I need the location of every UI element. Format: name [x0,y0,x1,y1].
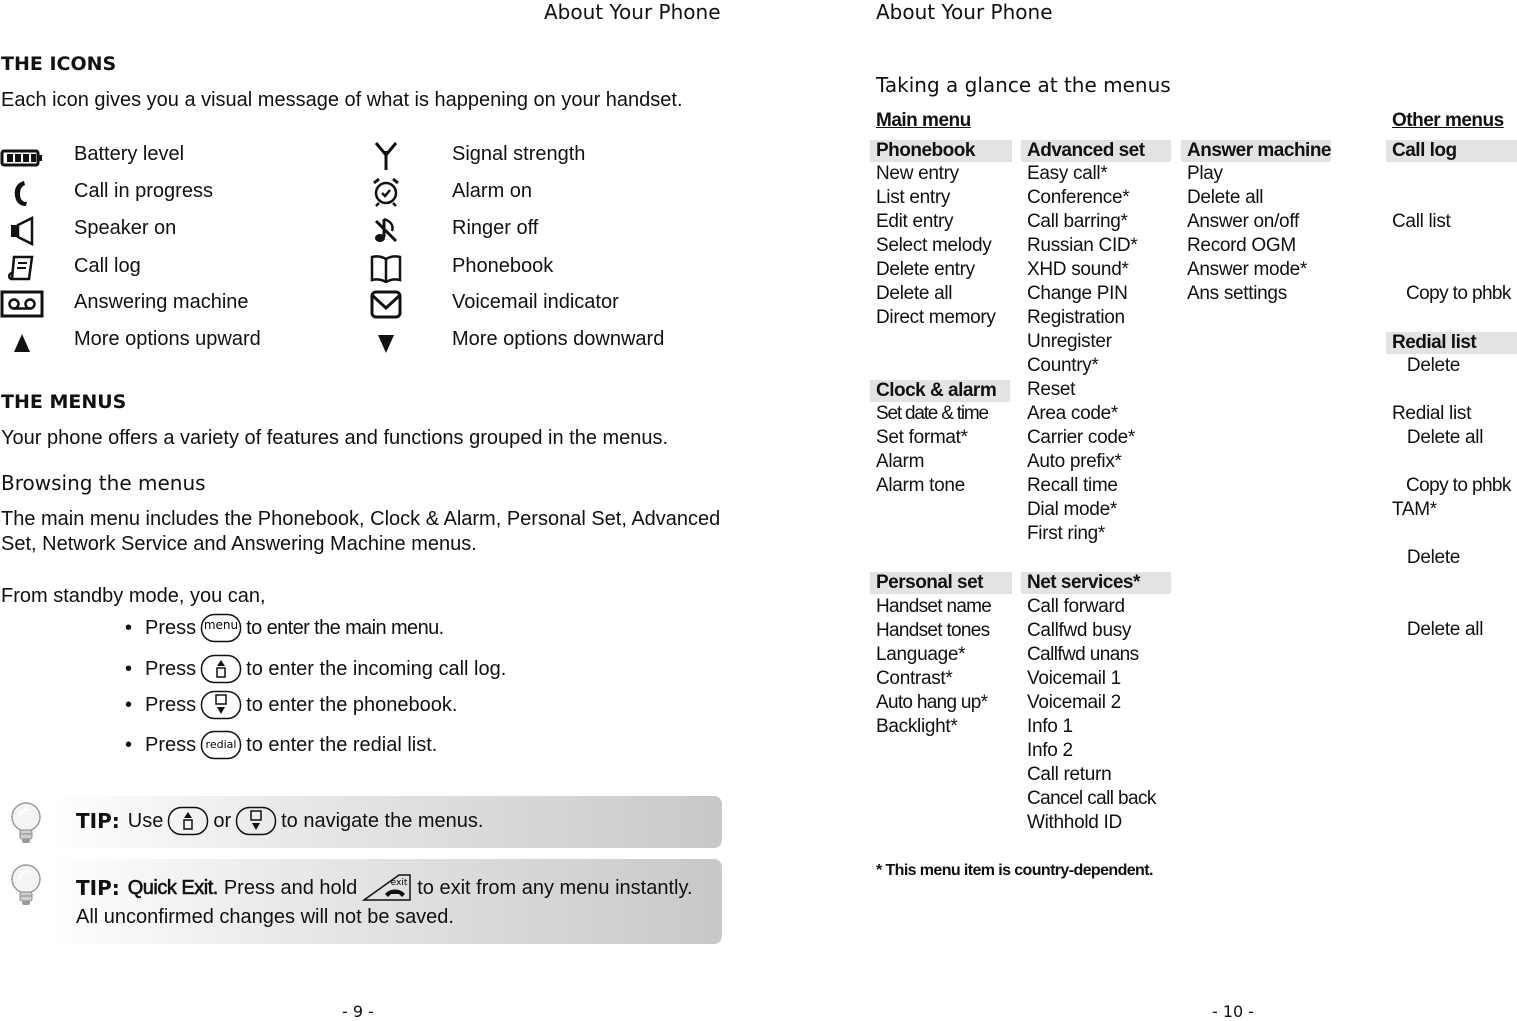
antenna-icon [364,141,408,171]
list-item: Country* [1027,355,1099,376]
list-item: Withhold ID [1027,812,1122,833]
icon-label-alarm: Alarm on [452,180,533,202]
list-item: Handset name [876,596,992,617]
menus-overview-title: Taking a glance at the menus [876,73,1171,97]
list-item: Callfwd unans [1027,644,1139,665]
list-item: Record OGM [1187,235,1296,256]
bullet-redial: • Press redial to enter the redial list. [125,730,437,760]
icons-section-title: THE ICONS [1,53,117,75]
tape-icon [0,289,44,319]
tip-navigate-pre: Use [127,809,164,832]
tip-navigate [76,806,483,836]
menu-category-answer-machine: Answer machine [1181,140,1331,162]
tip-quick-exit [76,873,693,903]
exit-key-label: exit [390,878,408,888]
country-dependent-footnote: * This menu item is country-dependent. [876,862,1153,879]
menu-category-advanced-set: Advanced set [1021,140,1171,162]
bullet-menu-post: to enter the main menu. [246,616,444,639]
icon-label-call: Call in progress [74,180,213,202]
standby-intro: From standby mode, you can, [1,585,266,607]
list-item: Ans settings [1187,283,1287,304]
other-menus-label: Other menus [1392,110,1504,131]
list-item: Call barring* [1027,211,1128,232]
icon-label-battery: Battery level [74,143,185,165]
arrow-up-icon [0,328,44,358]
icon-label-upward: More options upward [74,328,261,350]
list-item: Backlight* [876,716,958,737]
list-item: Recall time [1027,475,1118,496]
arrow-down-icon [364,329,408,359]
list-item: Auto hang up* [876,692,988,713]
list-item: Easy call* [1027,163,1108,184]
list-item: Dial mode* [1027,499,1117,520]
list-item: Contrast* [876,668,953,689]
menus-section-title: THE MENUS [1,391,127,413]
list-item: Alarm tone [876,475,965,496]
list-item: Callfwd busy [1027,620,1132,641]
tip-navigate-label: TIP: [76,809,120,833]
ringer-off-icon [364,215,408,245]
bullet-redial-post: to enter the redial list. [246,733,438,756]
tip-quick-exit-post: to exit from any menu instantly. [417,876,693,899]
list-item: Unregister [1027,331,1112,352]
menus-intro: Your phone offers a variety of features and functions grouped in the menus. [1,427,669,449]
list-item: Call return [1027,764,1112,785]
bullet-phonebook-pre: Press [145,693,197,716]
bullet-menu-pre: Press [145,616,197,639]
list-item: First ring* [1027,523,1105,544]
phonebook-menu-list [876,162,996,330]
bullet-menu: • Press menu to enter the main menu. [125,613,444,643]
envelope-icon [364,289,408,319]
bullet-phonebook: • Press to enter the phonebook. [125,690,457,720]
bullet-call-log-pre: Press [145,657,197,680]
left-page-number: - 9 - [342,1002,374,1021]
list-item: TAM* [1392,499,1437,520]
lightbulb-icon [6,860,46,910]
tip-quick-exit-label: TIP: [76,876,120,900]
list-item: Language* [876,644,966,665]
right-page-header: About Your Phone [876,0,1053,24]
main-menu-label: Main menu [876,110,971,131]
list-item: XHD sound* [1027,259,1129,280]
list-item: Call list [1392,211,1451,232]
advanced-set-menu-list [1027,162,1137,546]
personal-set-menu-list [876,595,991,739]
up-key-icon [200,654,242,684]
tip-quick-exit-title: Quick Exit. [127,876,218,899]
tip-quick-exit-line2: All unconfirmed changes will not be saved. [76,906,454,928]
bullet-phonebook-post: to enter the phonebook. [246,693,458,716]
icon-label-call-log: Call log [74,255,141,277]
battery-icon [0,143,44,173]
redial-list-menu-list [1392,354,1511,666]
speaker-icon [0,216,44,246]
down-key-icon [200,690,242,720]
menu-key-label: menu [203,618,239,632]
icon-label-signal: Signal strength [452,143,586,165]
list-item: Reset [1027,379,1076,400]
down-key-icon [235,806,277,836]
list-item: Redial list [1392,403,1472,424]
list-item: Copy to phbk [1392,283,1511,304]
list-item: Change PIN [1027,283,1128,304]
left-page-header: About Your Phone [544,0,721,24]
alarm-clock-icon [364,177,408,207]
list-item: Direct memory [876,307,996,328]
bullet-call-log-post: to enter the incoming call log. [246,657,507,680]
redial-key-icon [200,730,242,760]
icons-intro: Each icon gives you a visual message of what is happening on your handset. [1,89,683,111]
tip-navigate-post: to navigate the menus. [281,809,484,832]
list-item: Voicemail 2 [1027,692,1121,713]
answer-machine-menu-list [1187,162,1307,306]
menu-category-net-services: Net services* [1021,572,1171,594]
up-key-icon [167,806,209,836]
menu-category-redial-list: Redial list [1386,332,1517,354]
menu-category-call-log: Call log [1386,140,1517,162]
clock-alarm-menu-list [876,402,988,498]
icon-label-answering: Answering machine [74,291,249,313]
list-item: Answer mode* [1187,259,1307,280]
list-item: Delete [1392,355,1461,376]
list-item: Play [1187,163,1223,184]
list-item: List entry [876,187,951,208]
list-item: New entry [876,163,959,184]
list-item: Set format* [876,427,968,448]
menu-category-phonebook: Phonebook [870,140,1012,162]
icon-label-speaker: Speaker on [74,217,177,239]
list-item: Cancel call back [1027,788,1156,809]
list-item: Voicemail 1 [1027,668,1121,689]
book-icon [364,253,408,283]
tip-navigate-mid: or [213,809,232,832]
list-item: Delete all [1187,187,1264,208]
bullet-call-log: • Press to enter the incoming call log. [125,654,506,684]
list-item: Auto prefix* [1027,451,1122,472]
list-item: Delete all [1392,619,1484,640]
list-item: Handset tones [876,620,990,641]
right-page-number: - 10 - [1212,1002,1255,1021]
browsing-paragraph-line2: Set, Network Service and Answering Machine menus. [1,533,477,555]
bullet-redial-pre: Press [145,733,197,756]
list-item: Answer on/off [1187,211,1299,232]
list-item: Delete all [1392,427,1484,448]
list-item: Info 1 [1027,716,1073,737]
icon-label-ringer: Ringer off [452,217,539,239]
exit-key-icon [361,873,413,903]
list-item: Copy to phbk [1392,475,1511,496]
list-item: Select melody [876,235,992,256]
list-item: Set date & time [876,403,988,424]
list-item: Carrier code* [1027,427,1136,448]
list-item: Conference* [1027,187,1130,208]
redial-key-label: redial [205,738,237,751]
list-item: Alarm [876,451,925,472]
handset-icon [0,178,44,208]
icon-label-phonebook: Phonebook [452,255,554,277]
call-log-icon [0,253,44,283]
list-item: Russian CID* [1027,235,1138,256]
list-item: Delete [1392,547,1461,568]
browsing-title: Browsing the menus [1,471,206,495]
list-item: Delete entry [876,259,975,280]
list-item: Area code* [1027,403,1119,424]
icon-label-voicemail: Voicemail indicator [452,291,619,313]
icon-label-downward: More options downward [452,328,665,350]
menu-key-icon [200,613,242,643]
tip-quick-exit-pre: Press and hold [223,876,358,899]
list-item: Edit entry [876,211,954,232]
list-item: Registration [1027,307,1125,328]
menu-category-clock-alarm: Clock & alarm [870,380,1010,402]
list-item: Call forward [1027,596,1125,617]
browsing-paragraph-line1: The main menu includes the Phonebook, Clock & Alarm, Personal Set, Advanced [1,508,721,530]
list-item: Info 2 [1027,740,1073,761]
menu-category-personal-set: Personal set [870,572,1012,594]
lightbulb-icon [6,798,46,848]
list-item: Delete all [876,283,953,304]
net-services-menu-list [1027,595,1156,835]
